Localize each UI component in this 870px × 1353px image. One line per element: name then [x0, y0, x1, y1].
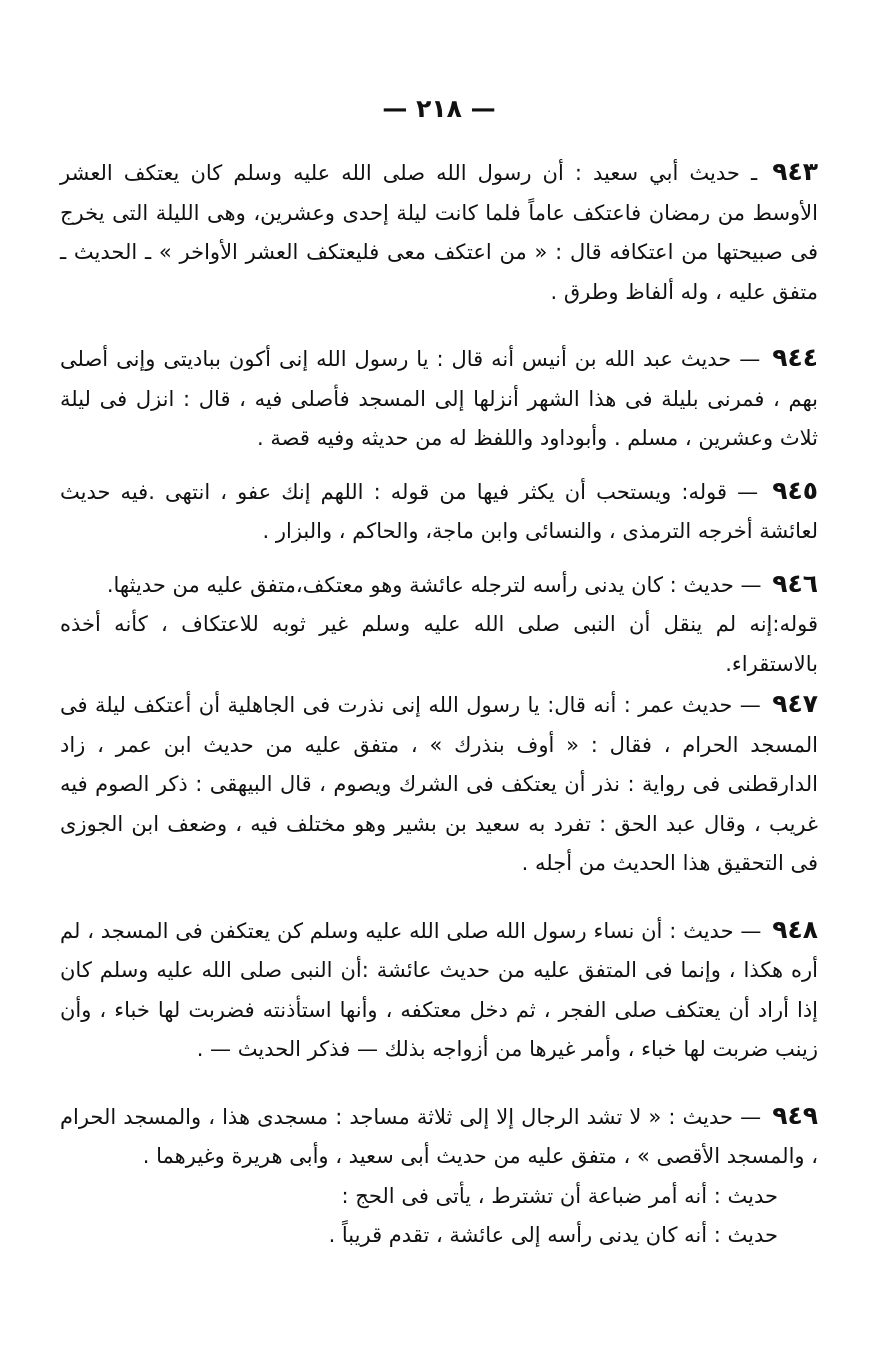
entry-943	[60, 152, 818, 312]
entry-text: قوله:إنه لم ينقل أن النبى صلى الله عليه وسلم غير ثوبه للاعتكاف ، كأنه أخذه بالاستقراء.	[60, 612, 818, 676]
closing-line: حديث : أنه كان يدنى رأسه إلى عائشة ، تقدم قريباً .	[328, 1223, 778, 1247]
entry-number: ٩٤٣	[772, 157, 818, 186]
entry-text: — حديث عمر : أنه قال: يا رسول الله إنى نذرت فى الجاهلية أن أعتكف ليلة فى المسجد الحرام ، فقال : « أوف بنذرك » ، متفق عليه من حديث ابن عمر ، زاد الدارقطنى فى رواية : نذر أن يعتكف فى الشرك ويصوم ، قال البيهقى : ذكر الصوم فيه غريب ، وقال عبد الحق : تفرد به سعيد بن بشير وهو مختلف فيه ، وضعف ابن الجوزى فى التحقيق هذا الحديث من أجله .	[60, 693, 818, 875]
entry-text: ـ حديث أبي سعيد : أن رسول الله صلى الله عليه وسلم كان يعتكف العشر الأوسط من رمضان فاعتكف عاماً فلما كانت ليلة إحدى وعشرين، وهى الليلة التى يخرج فى صبيحتها من اعتكافه قال : « من اعتكف معى فليعتكف العشر الأواخر » ـ الحديث ـ متفق عليه ، وله ألفاظ وطرق .	[60, 161, 818, 304]
entry-number: ٩٤٨	[772, 914, 818, 944]
entry-948	[60, 910, 818, 1070]
page-number: — ٢١٨ —	[382, 94, 496, 123]
entry-number: ٩٤٤	[772, 343, 818, 372]
entry-947	[60, 684, 818, 884]
entry-text: — قوله: ويستحب أن يكثر فيها من قوله : اللهم إنك عفو ، انتهى .فيه حديث لعائشة أخرجه الترمذى ، والنسائى وابن ماجة، والحاكم ، والبزار .	[60, 479, 818, 543]
entry-note	[60, 605, 818, 684]
entry-number: ٩٤٦	[772, 568, 818, 598]
entry-text: — حديث : « لا تشد الرجال إلا إلى ثلاثة مساجد : مسجدى هذا ، والمسجد الحرام ، والمسجد الأقصى » ، متفق عليه من حديث أبى سعيد ، وأبى هريرة وغيرهما .	[60, 1104, 818, 1168]
entry-number: ٩٤٧	[772, 689, 818, 718]
entry-number: ٩٤٩	[772, 1100, 818, 1130]
closing-line: حديث : أنه أمر ضباعة أن تشترط ، يأتى فى الحج :	[341, 1183, 778, 1208]
entry-text: — حديث : كان يدنى رأسه لترجله عائشة وهو معتكف،متفق عليه من حديثها.	[106, 572, 762, 597]
entry-text: — حديث عبد الله بن أنيس أنه قال : يا رسول الله إنى أكون بباديتى وإنى أصلى بهم ، فمرنى بليلة فى هذا الشهر أنزلها إلى المسجد فأصلى فيه ، قال : انزل فى ليلة ثلاث وعشرين ، مسلم . وأبوداود واللفظ له من حديثه وفيه قصة .	[60, 347, 818, 450]
entry-945	[60, 471, 818, 552]
entry-944	[60, 338, 818, 459]
entry-text: — حديث : أن نساء رسول الله صلى الله عليه وسلم كن يعتكفن فى المسجد ، لم أره هكذا ، وإنما فى المتفق عليه من حديث عائشة :أن النبى صلى الله عليه وسلم كان إذا أراد أن يعتكف صلى الفجر ، ثم دخل معتكفه ، وأنها استأذنته فضربت لها خباء ، وأن زينب ضربت لها خباء ، وأمر غيرها من أزواجه بذلك — فذكر الحديث — .	[60, 918, 818, 1061]
entry-946	[60, 564, 818, 606]
entry-949	[60, 1096, 818, 1177]
entry-number: ٩٤٥	[772, 475, 818, 505]
book-page	[60, 86, 818, 1326]
